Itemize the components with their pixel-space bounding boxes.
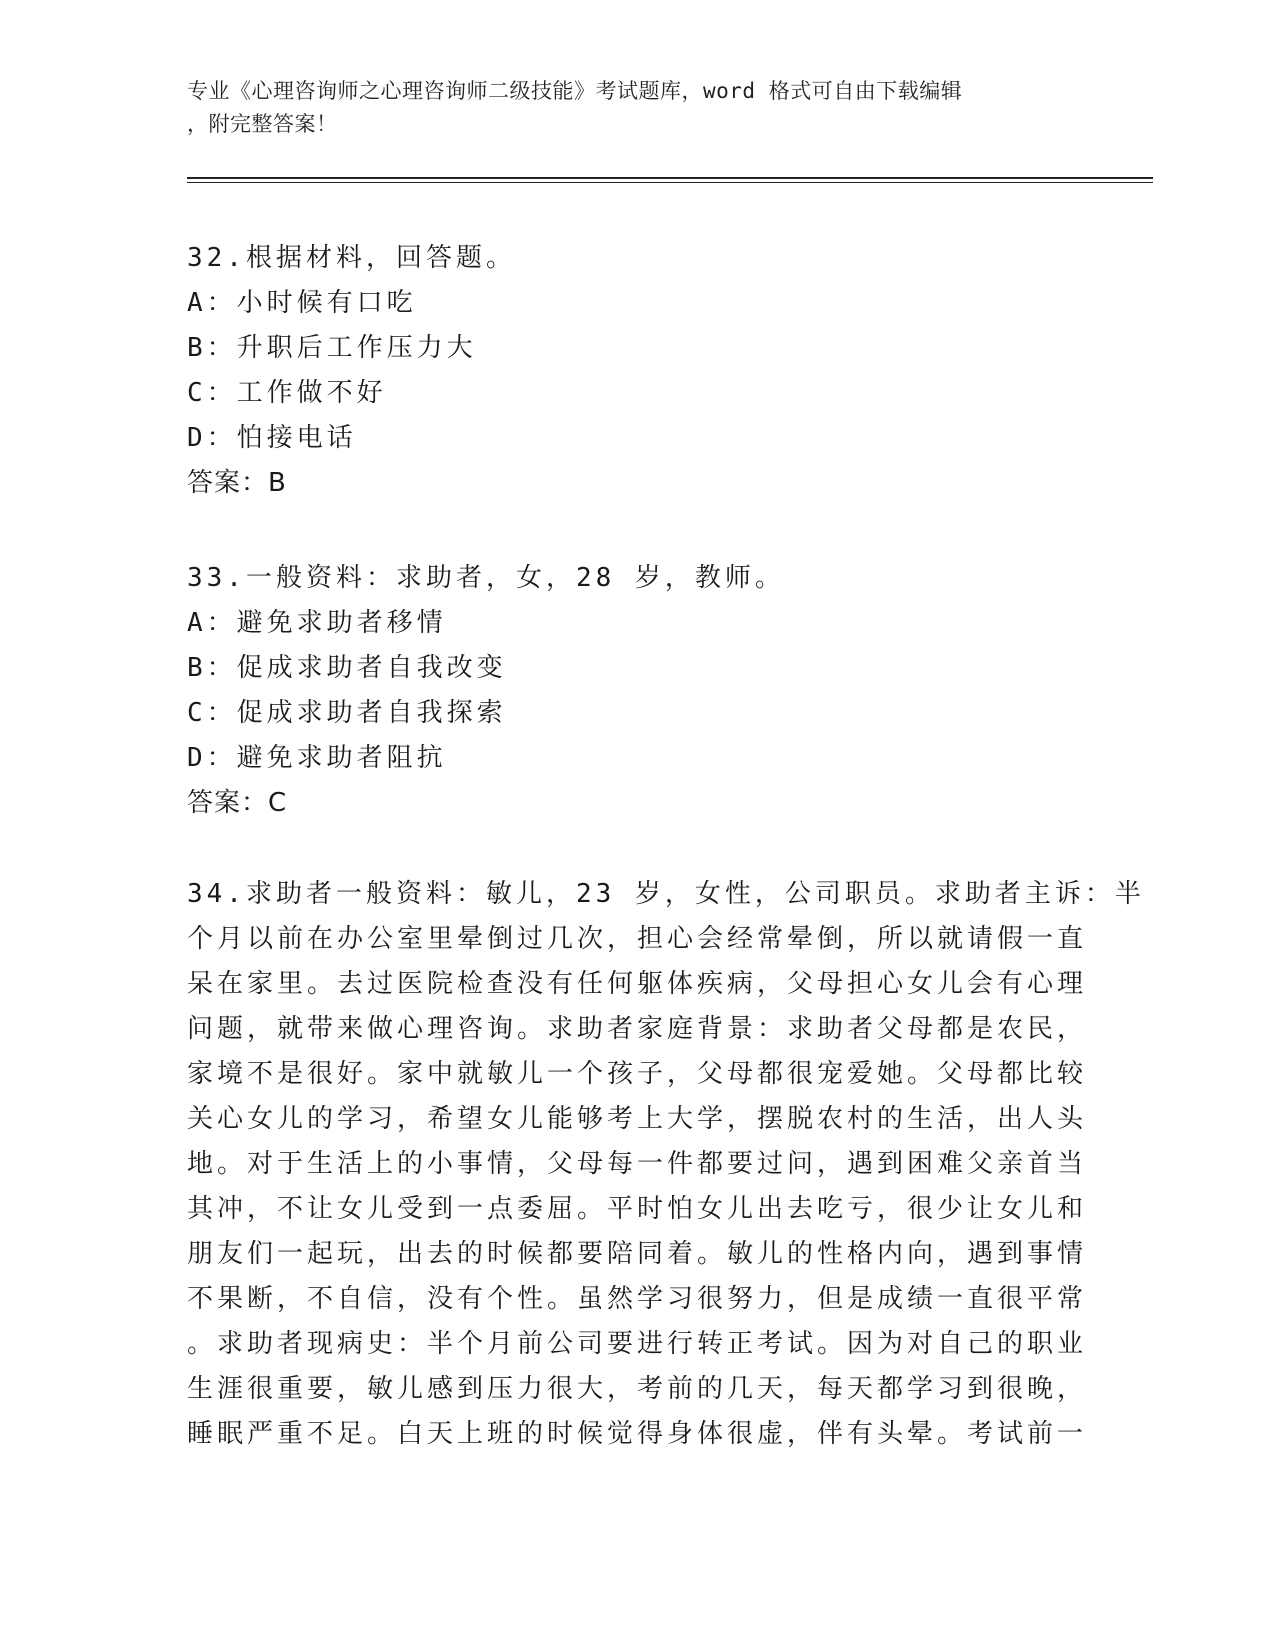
question-32 bbox=[187, 236, 1087, 506]
option-c: C：促成求助者自我探索 bbox=[187, 698, 507, 728]
answer-line: 答案：C bbox=[187, 788, 288, 818]
option-b: B：升职后工作压力大 bbox=[187, 333, 477, 363]
option-d: D：怕接电话 bbox=[187, 423, 357, 453]
case-text-line: 地。对于生活上的小事情，父母每一件都要过问，遇到困难父亲首当 bbox=[187, 1149, 1088, 1179]
case-text-line: 关心女儿的学习，希望女儿能够考上大学，摆脱农村的生活，出人头 bbox=[187, 1104, 1088, 1134]
case-text-line: 其冲，不让女儿受到一点委屈。平时怕女儿出去吃亏，很少让女儿和 bbox=[187, 1194, 1088, 1224]
question-stem: 32.根据材料，回答题。 bbox=[187, 243, 516, 273]
option-a: A：避免求助者移情 bbox=[187, 608, 447, 638]
question-34 bbox=[187, 872, 1145, 1457]
case-text-line: 呆在家里。去过医院检查没有任何躯体疾病，父母担心女儿会有心理 bbox=[187, 969, 1088, 999]
header-divider-thin bbox=[187, 182, 1153, 183]
option-c: C：工作做不好 bbox=[187, 378, 387, 408]
case-text-line: 睡眠严重不足。白天上班的时候觉得身体很虚，伴有头晕。考试前一 bbox=[187, 1419, 1088, 1449]
option-b: B：促成求助者自我改变 bbox=[187, 653, 507, 683]
case-text-line: 问题，就带来做心理咨询。求助者家庭背景：求助者父母都是农民， bbox=[187, 1014, 1088, 1044]
case-text-line: 34.求助者一般资料：敏儿，23 岁，女性，公司职员。求助者主诉：半 bbox=[187, 879, 1145, 909]
document-header-note bbox=[187, 75, 1067, 141]
header-note-line-2: ，附完整答案！ bbox=[187, 112, 338, 136]
case-text-line: 家境不是很好。家中就敏儿一个孩子，父母都很宠爱她。父母都比较 bbox=[187, 1059, 1088, 1089]
option-d: D：避免求助者阻抗 bbox=[187, 743, 447, 773]
case-text-line: 不果断，不自信，没有个性。虽然学习很努力，但是成绩一直很平常 bbox=[187, 1284, 1088, 1314]
option-a: A：小时候有口吃 bbox=[187, 288, 417, 318]
question-33 bbox=[187, 556, 1087, 826]
header-note-line-1: 专业《心理咨询师之心理咨询师二级技能》考试题库，word 格式可自由下载编辑 bbox=[187, 79, 963, 103]
question-stem: 33.一般资料：求助者，女，28 岁，教师。 bbox=[187, 563, 785, 593]
case-text-line: 生涯很重要，敏儿感到压力很大，考前的几天，每天都学习到很晚， bbox=[187, 1374, 1088, 1404]
case-text-line: 个月以前在办公室里晕倒过几次，担心会经常晕倒，所以就请假一直 bbox=[187, 924, 1088, 954]
case-text-line: 。求助者现病史：半个月前公司要进行转正考试。因为对自己的职业 bbox=[187, 1329, 1088, 1359]
case-text-line: 朋友们一起玩，出去的时候都要陪同着。敏儿的性格内向，遇到事情 bbox=[187, 1239, 1088, 1269]
answer-line: 答案：B bbox=[187, 468, 287, 498]
header-divider-thick bbox=[187, 177, 1153, 179]
